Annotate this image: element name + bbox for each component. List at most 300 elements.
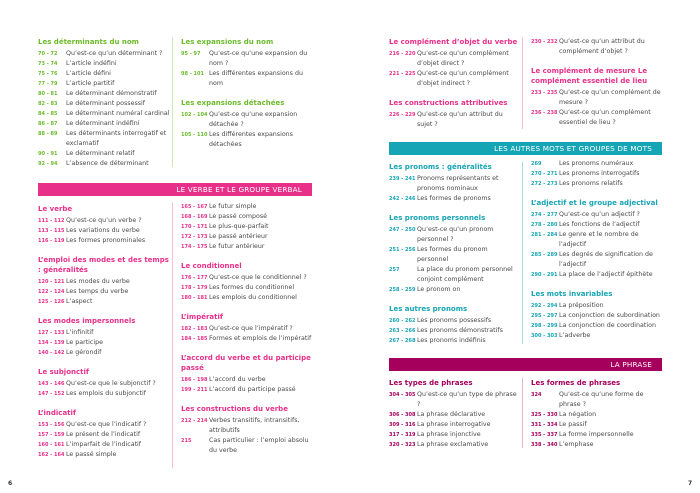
entry-page-range: 160 - 161 [38, 442, 65, 448]
entry-page-range: 168 - 169 [181, 214, 208, 220]
entry-title: Le futur antérieur [209, 243, 265, 250]
entry-title: Les formes du pronom personnel [417, 246, 488, 263]
toc-entry[interactable] [389, 194, 519, 204]
entry-page-range: 233 - 235 [531, 90, 558, 96]
entry-page-range: 212 - 214 [181, 418, 208, 424]
toc-section [531, 37, 663, 57]
entry-page-range: 216 - 220 [389, 51, 416, 57]
entry-title: Les formes pronominales [66, 237, 146, 244]
toc-section [531, 198, 663, 280]
entry-page-range: 269 [531, 161, 542, 167]
entry-page-range: 127 - 133 [38, 330, 65, 336]
toc-entry[interactable] [181, 324, 313, 334]
entry-page-range: 272 - 273 [531, 181, 558, 187]
entry-title: L’imparfait de l’indicatif [66, 441, 141, 448]
entry-title: Le déterminant numéral cardinal [66, 110, 170, 117]
entry-page-range: 88 - 89 [38, 131, 58, 137]
toc-section [38, 37, 170, 169]
entry-page-range: 125 - 126 [38, 299, 65, 305]
toc-entry[interactable] [38, 348, 170, 358]
entry-title: La phrase injonctive [417, 431, 481, 438]
entry-title: La négation [559, 411, 597, 418]
entry-page-range: 92 - 94 [38, 161, 58, 167]
toc-entry[interactable] [531, 311, 663, 321]
entry-page-range: 95 - 97 [181, 51, 201, 57]
entry-title: Qu’est-ce que l’impératif ? [209, 325, 293, 332]
toc-entry[interactable] [389, 316, 519, 326]
toc-section [181, 37, 313, 89]
entry-page-range: 165 - 167 [181, 204, 208, 210]
toc-entry[interactable] [181, 283, 313, 293]
entry-page-range: 199 - 211 [181, 387, 208, 393]
toc-section [38, 316, 170, 358]
entry-title: L’article partitif [66, 80, 115, 87]
entry-page-range: 86 - 87 [38, 121, 58, 127]
entry-title: La préposition [559, 302, 604, 309]
toc-column [531, 37, 663, 137]
entry-page-range: 98 - 101 [181, 71, 204, 77]
entry-page-range: 239 - 241 [389, 176, 416, 182]
entry-page-range: 120 - 121 [38, 279, 65, 285]
entry-title: Qu’est-ce qu’une forme de phrase ? [559, 391, 644, 408]
entry-page-range: 317 - 319 [389, 432, 416, 438]
column-divider [522, 37, 523, 129]
entry-title: Qu’est-ce que le conditionnel ? [209, 274, 307, 281]
entry-title: Qu’est-ce qu’un attribut du sujet ? [417, 111, 503, 128]
entry-page-range: 257 [389, 267, 400, 273]
entry-page-range: 176 - 177 [181, 275, 208, 281]
section-heading: L’impératif [181, 313, 223, 321]
entry-page-range: 304 - 305 [389, 392, 416, 398]
section-heading: Le subjonctif [38, 368, 89, 376]
toc-section [181, 312, 313, 344]
toc-entry[interactable] [531, 169, 663, 179]
toc-entry[interactable] [181, 202, 313, 212]
toc-section [389, 162, 519, 204]
entry-page-range: 162 - 164 [38, 452, 65, 458]
section-heading: L’adjectif et le groupe adjectival [531, 199, 658, 207]
entry-title: Le déterminant indéfini [66, 120, 140, 127]
entry-page-range: 184 - 185 [181, 336, 208, 342]
entry-title: L’aspect [66, 298, 93, 305]
entry-title: Le participe [66, 339, 104, 346]
entry-title: Les degrés de signification de l’adjectif [559, 251, 653, 268]
entry-title: L’infinitif [66, 329, 94, 336]
toc-section [181, 202, 313, 252]
toc-section [389, 304, 519, 346]
entry-page-range: 116 - 119 [38, 238, 65, 244]
entry-page-range: 170 - 171 [181, 224, 208, 230]
toc-entry[interactable] [181, 416, 313, 436]
toc-column [531, 159, 663, 350]
toc-column [38, 204, 170, 469]
entry-title: La phrase exclamative [417, 441, 489, 448]
column-divider [172, 203, 173, 468]
toc-entry[interactable] [181, 375, 313, 385]
toc-entry[interactable] [181, 242, 313, 252]
toc-section [389, 98, 519, 130]
entry-page-range: 292 - 294 [531, 303, 558, 309]
toc-entry[interactable] [181, 212, 313, 222]
toc-entry[interactable] [531, 301, 663, 311]
entry-page-range: 122 - 124 [38, 289, 65, 295]
entry-title: La place du pronom personnel conjoint complément [417, 266, 513, 283]
entry-title: Qu’est-ce qu’une expansion détachée ? [209, 111, 298, 128]
section-heading: Les modes impersonnels [38, 317, 136, 325]
entry-page-range: 82 - 83 [38, 101, 58, 107]
entry-title: L’accord du verbe [209, 376, 266, 383]
section-heading: Le verbe [38, 205, 73, 213]
entry-title: Qu’est-ce qu’un complément de mesure ? [559, 89, 661, 106]
toc-section [38, 367, 170, 399]
section-heading: Les formes de phrases [531, 379, 621, 387]
toc-entry[interactable] [389, 390, 519, 410]
toc-entry[interactable] [38, 99, 170, 109]
toc-section [389, 378, 519, 450]
entry-title: Le déterminant démonstratif [66, 90, 157, 97]
entry-title: Qu’est-ce qu’un complément essentiel de lieu ? [559, 109, 651, 126]
entry-title: Le présent de l’indicatif [66, 431, 141, 438]
entry-page-range: 267 - 268 [389, 338, 416, 344]
entry-page-range: 251 - 256 [389, 247, 416, 253]
entry-page-range: 73 - 74 [38, 61, 58, 67]
toc-column [531, 378, 663, 459]
toc-entry[interactable] [389, 265, 519, 285]
toc-column [389, 378, 519, 459]
toc-entry[interactable] [38, 129, 170, 149]
entry-title: Formes et emplois de l’impératif [209, 335, 312, 342]
entry-title: Le passé simple [66, 451, 117, 458]
entry-page-range: 298 - 299 [531, 323, 558, 329]
entry-title: Qu’est-ce qu’un complément d’objet direct ? [417, 50, 509, 67]
toc-entry[interactable] [181, 69, 313, 89]
entry-page-range: 324 [531, 392, 542, 398]
toc-entry[interactable] [38, 379, 170, 389]
column-divider [522, 378, 523, 448]
toc-entry[interactable] [181, 222, 313, 232]
entry-page-range: 113 - 115 [38, 228, 65, 234]
section-heading: L’emploi des modes et des temps : généralités [38, 256, 169, 274]
toc-entry[interactable] [181, 436, 313, 456]
entry-title: Les pronoms relatifs [559, 180, 623, 187]
entry-title: Le plus-que-parfait [209, 223, 269, 230]
entry-page-range: 174 - 175 [181, 244, 208, 250]
entry-title: Les pronoms numéraux [559, 160, 634, 167]
entry-page-range: 300 - 303 [531, 333, 558, 339]
toc-entry[interactable] [389, 430, 519, 440]
toc-section [531, 289, 663, 341]
entry-page-range: 278 - 280 [531, 222, 558, 228]
toc-entry[interactable] [531, 37, 663, 57]
entry-title: Qu’est-ce que l’indicatif ? [66, 421, 147, 428]
toc-entry[interactable] [38, 59, 170, 69]
column-divider [172, 37, 173, 167]
toc-entry[interactable] [38, 149, 170, 159]
toc-entry[interactable] [531, 270, 663, 280]
entry-page-range: 147 - 152 [38, 391, 65, 397]
entry-page-range: 325 - 330 [531, 412, 558, 418]
entry-page-range: 338 - 340 [531, 442, 558, 448]
entry-page-range: 140 - 142 [38, 350, 65, 356]
entry-title: Le déterminant relatif [66, 150, 135, 157]
section-band-autres-mots: LES AUTRES MOTS ET GROUPES DE MOTS [389, 142, 662, 155]
section-heading: Les pronoms : généralités [389, 163, 492, 171]
entry-title: Qu’est-ce qu’un attribut du complément d’objet ? [559, 38, 645, 55]
entry-page-range: 105 - 110 [181, 132, 208, 138]
entry-title: L’absence de déterminant [66, 160, 149, 167]
toc-entry[interactable] [389, 49, 519, 69]
toc-section [181, 404, 313, 456]
toc-entry[interactable] [531, 321, 663, 331]
toc-entry[interactable] [38, 287, 170, 297]
toc-entry[interactable] [389, 420, 519, 430]
entry-page-range: 215 [181, 438, 192, 444]
toc-section [38, 255, 170, 307]
toc-entry[interactable] [531, 88, 663, 108]
toc-entry[interactable] [531, 331, 663, 341]
toc-entry[interactable] [38, 49, 170, 59]
entry-title: L’article indéfini [66, 60, 117, 67]
toc-entry[interactable] [38, 420, 170, 430]
entry-title: Qu’est-ce que le subjonctif ? [66, 380, 156, 387]
toc-entry[interactable] [38, 69, 170, 79]
toc-column [38, 37, 170, 178]
toc-entry[interactable] [389, 225, 519, 245]
toc-entry[interactable] [531, 159, 663, 169]
toc-entry[interactable] [531, 108, 663, 128]
toc-entry[interactable] [531, 250, 663, 270]
toc-entry[interactable] [389, 69, 519, 89]
entry-title: L’emphase [559, 441, 594, 448]
entry-title: Les pronoms possessifs [417, 317, 492, 324]
toc-entry[interactable] [38, 450, 170, 460]
entry-title: Le passé antérieur [209, 233, 268, 240]
entry-page-range: 70 - 72 [38, 51, 58, 57]
toc-entry[interactable] [531, 230, 663, 250]
entry-page-range: 263 - 266 [389, 328, 416, 334]
entry-page-range: 153 - 156 [38, 422, 65, 428]
entry-page-range: 111 - 112 [38, 218, 65, 224]
page-number-left: 6 [8, 480, 13, 487]
toc-column [389, 162, 519, 355]
entry-page-range: 335 - 337 [531, 432, 558, 438]
toc-entry[interactable] [38, 159, 170, 169]
toc-column [181, 202, 313, 465]
toc-section [389, 213, 519, 295]
entry-page-range: 270 - 271 [531, 171, 558, 177]
entry-page-range: 180 - 181 [181, 295, 208, 301]
entry-title: La conjonction de subordination [559, 312, 660, 319]
entry-title: La forme impersonnelle [559, 431, 634, 438]
toc-entry[interactable] [38, 430, 170, 440]
entry-page-range: 230 - 232 [531, 39, 558, 45]
entry-page-range: 134 - 139 [38, 340, 65, 346]
entry-page-range: 182 - 183 [181, 326, 208, 332]
section-heading: Les types de phrases [389, 379, 473, 387]
toc-entry[interactable] [531, 179, 663, 189]
entry-page-range: 172 - 173 [181, 234, 208, 240]
toc-entry[interactable] [181, 49, 313, 69]
toc-entry[interactable] [38, 297, 170, 307]
entry-title: Pronoms représentants et pronoms nominaux [417, 175, 499, 192]
toc-entry[interactable] [181, 385, 313, 395]
toc-entry[interactable] [531, 430, 663, 440]
toc-entry[interactable] [38, 119, 170, 129]
toc-entry[interactable] [38, 226, 170, 236]
toc-entry[interactable] [389, 440, 519, 450]
entry-page-range: 236 - 238 [531, 110, 558, 116]
entry-page-range: 281 - 284 [531, 232, 558, 238]
entry-page-range: 295 - 297 [531, 313, 558, 319]
entry-title: Qu’est-ce qu’un verbe ? [66, 217, 142, 224]
toc-entry[interactable] [38, 109, 170, 119]
entry-page-range: 306 - 308 [389, 412, 416, 418]
toc-entry[interactable] [38, 79, 170, 89]
section-heading: Les constructions du verbe [181, 405, 288, 413]
toc-entry[interactable] [389, 410, 519, 420]
toc-entry[interactable] [38, 236, 170, 246]
entry-title: Qu’est-ce qu’une expansion du nom ? [209, 50, 308, 67]
entry-title: L’article défini [66, 70, 111, 77]
entry-title: Le genre et le nombre de l’adjectif [559, 231, 639, 248]
entry-title: Qu’est-ce qu’un complément d’objet indirect ? [417, 70, 509, 87]
toc-entry[interactable] [38, 389, 170, 399]
entry-page-range: 84 - 85 [38, 111, 58, 117]
toc-section [531, 159, 663, 189]
toc-entry[interactable] [181, 293, 313, 303]
section-heading: Le complément de mesure Le complément essentiel de lieu [531, 67, 648, 85]
toc-entry[interactable] [38, 440, 170, 450]
entry-title: Le passé composé [209, 213, 268, 220]
toc-section [531, 66, 663, 128]
entry-title: La phrase déclarative [417, 411, 486, 418]
toc-entry[interactable] [181, 110, 313, 130]
section-band-phrase: LA PHRASE [389, 358, 662, 371]
section-heading: Les mots invariables [531, 290, 613, 298]
toc-entry[interactable] [531, 390, 663, 410]
toc-entry[interactable] [38, 277, 170, 287]
toc-entry[interactable] [389, 336, 519, 346]
toc-section [181, 353, 313, 395]
entry-page-range: 102 - 104 [181, 112, 208, 118]
section-heading: Le conditionnel [181, 262, 242, 270]
entry-title: Qu’est-ce qu’un type de phrase ? [417, 391, 517, 408]
entry-page-range: 242 - 246 [389, 196, 416, 202]
toc-entry[interactable] [389, 174, 519, 194]
entry-title: Le gérondif [66, 349, 102, 356]
toc-section [531, 378, 663, 450]
toc-entry[interactable] [38, 89, 170, 99]
entry-page-range: 290 - 291 [531, 272, 558, 278]
entry-title: Les pronoms indéfinis [417, 337, 486, 344]
entry-page-range: 258 - 259 [389, 287, 416, 293]
entry-title: Cas particulier : l’emploi absolu du verbe [209, 437, 309, 454]
entry-page-range: 274 - 277 [531, 212, 558, 218]
toc-entry[interactable] [389, 110, 519, 130]
entry-page-range: 90 - 91 [38, 151, 58, 157]
entry-title: Les différentes expansions détachées [209, 131, 293, 148]
toc-entry[interactable] [389, 326, 519, 336]
entry-title: Qu’est-ce qu’un déterminant ? [66, 50, 163, 57]
toc-section [181, 98, 313, 150]
entry-title: Les déterminants interrogatif et exclamatif [66, 130, 167, 147]
entry-page-range: 143 - 146 [38, 381, 65, 387]
entry-title: La phrase interrogative [417, 421, 491, 428]
entry-title: La conjonction de coordination [559, 322, 656, 329]
entry-page-range: 226 - 229 [389, 112, 416, 118]
entry-title: Qu’est-ce qu’un adjectif ? [559, 211, 640, 218]
toc-section [181, 261, 313, 303]
toc-entry[interactable] [389, 245, 519, 265]
entry-page-range: 178 - 179 [181, 285, 208, 291]
toc-section [38, 204, 170, 246]
entry-title: L’adverbe [559, 332, 591, 339]
entry-page-range: 285 - 289 [531, 252, 558, 258]
toc-entry[interactable] [181, 273, 313, 283]
toc-entry[interactable] [531, 420, 663, 430]
entry-title: Les différentes expansions du nom [209, 70, 303, 87]
entry-page-range: 157 - 159 [38, 432, 65, 438]
toc-entry[interactable] [181, 232, 313, 242]
section-band-verbe: LE VERBE ET LE GROUPE VERBAL [38, 183, 312, 196]
toc-entry[interactable] [181, 130, 313, 150]
toc-entry[interactable] [389, 285, 519, 295]
toc-entry[interactable] [531, 440, 663, 450]
entry-page-range: 80 - 81 [38, 91, 58, 97]
toc-column [389, 37, 519, 139]
toc-entry[interactable] [38, 328, 170, 338]
entry-title: Les emplois du subjonctif [66, 390, 146, 397]
column-divider [522, 162, 523, 344]
entry-title: Verbes transitifs, intransitifs, attributifs [209, 417, 300, 434]
section-heading: Les constructions attributives [389, 99, 508, 107]
entry-page-range: 77 - 79 [38, 81, 58, 87]
entry-title: Les fonctions de l’adjectif [559, 221, 640, 228]
toc-entry[interactable] [38, 338, 170, 348]
entry-title: Les formes du conditionnel [209, 284, 295, 291]
toc-entry[interactable] [531, 210, 663, 220]
entry-title: Le pronom on [417, 286, 461, 293]
entry-page-range: 309 - 316 [389, 422, 416, 428]
entry-page-range: 75 - 76 [38, 71, 58, 77]
toc-entry[interactable] [531, 410, 663, 420]
entry-title: Le déterminant possessif [66, 100, 145, 107]
section-heading: Le complément d’objet du verbe [389, 38, 518, 46]
toc-section [38, 408, 170, 460]
entry-title: La place de l’adjectif épithète [559, 271, 653, 278]
section-heading: Les déterminants du nom [38, 38, 139, 46]
entry-title: Les formes de pronoms [417, 195, 491, 202]
section-heading: Les expansions détachées [181, 99, 285, 107]
entry-title: Les modes du verbe [66, 278, 130, 285]
entry-page-range: 186 - 198 [181, 377, 208, 383]
toc-entry[interactable] [181, 334, 313, 344]
toc-entry[interactable] [38, 216, 170, 226]
section-heading: L’accord du verbe et du participe passé [181, 354, 311, 372]
entry-page-range: 260 - 262 [389, 318, 416, 324]
section-heading: Les expansions du nom [181, 38, 274, 46]
entry-title: Les pronoms démonstratifs [417, 327, 503, 334]
toc-entry[interactable] [531, 220, 663, 230]
entry-page-range: 331 - 334 [531, 422, 558, 428]
entry-title: Les variations du verbe [66, 227, 140, 234]
toc-section [389, 37, 519, 89]
entry-title: Les pronoms interrogatifs [559, 170, 640, 177]
entry-page-range: 320 - 323 [389, 442, 416, 448]
entry-page-range: 221 - 225 [389, 71, 416, 77]
page-number-right: 7 [688, 480, 693, 487]
section-heading: Les pronoms personnels [389, 214, 486, 222]
